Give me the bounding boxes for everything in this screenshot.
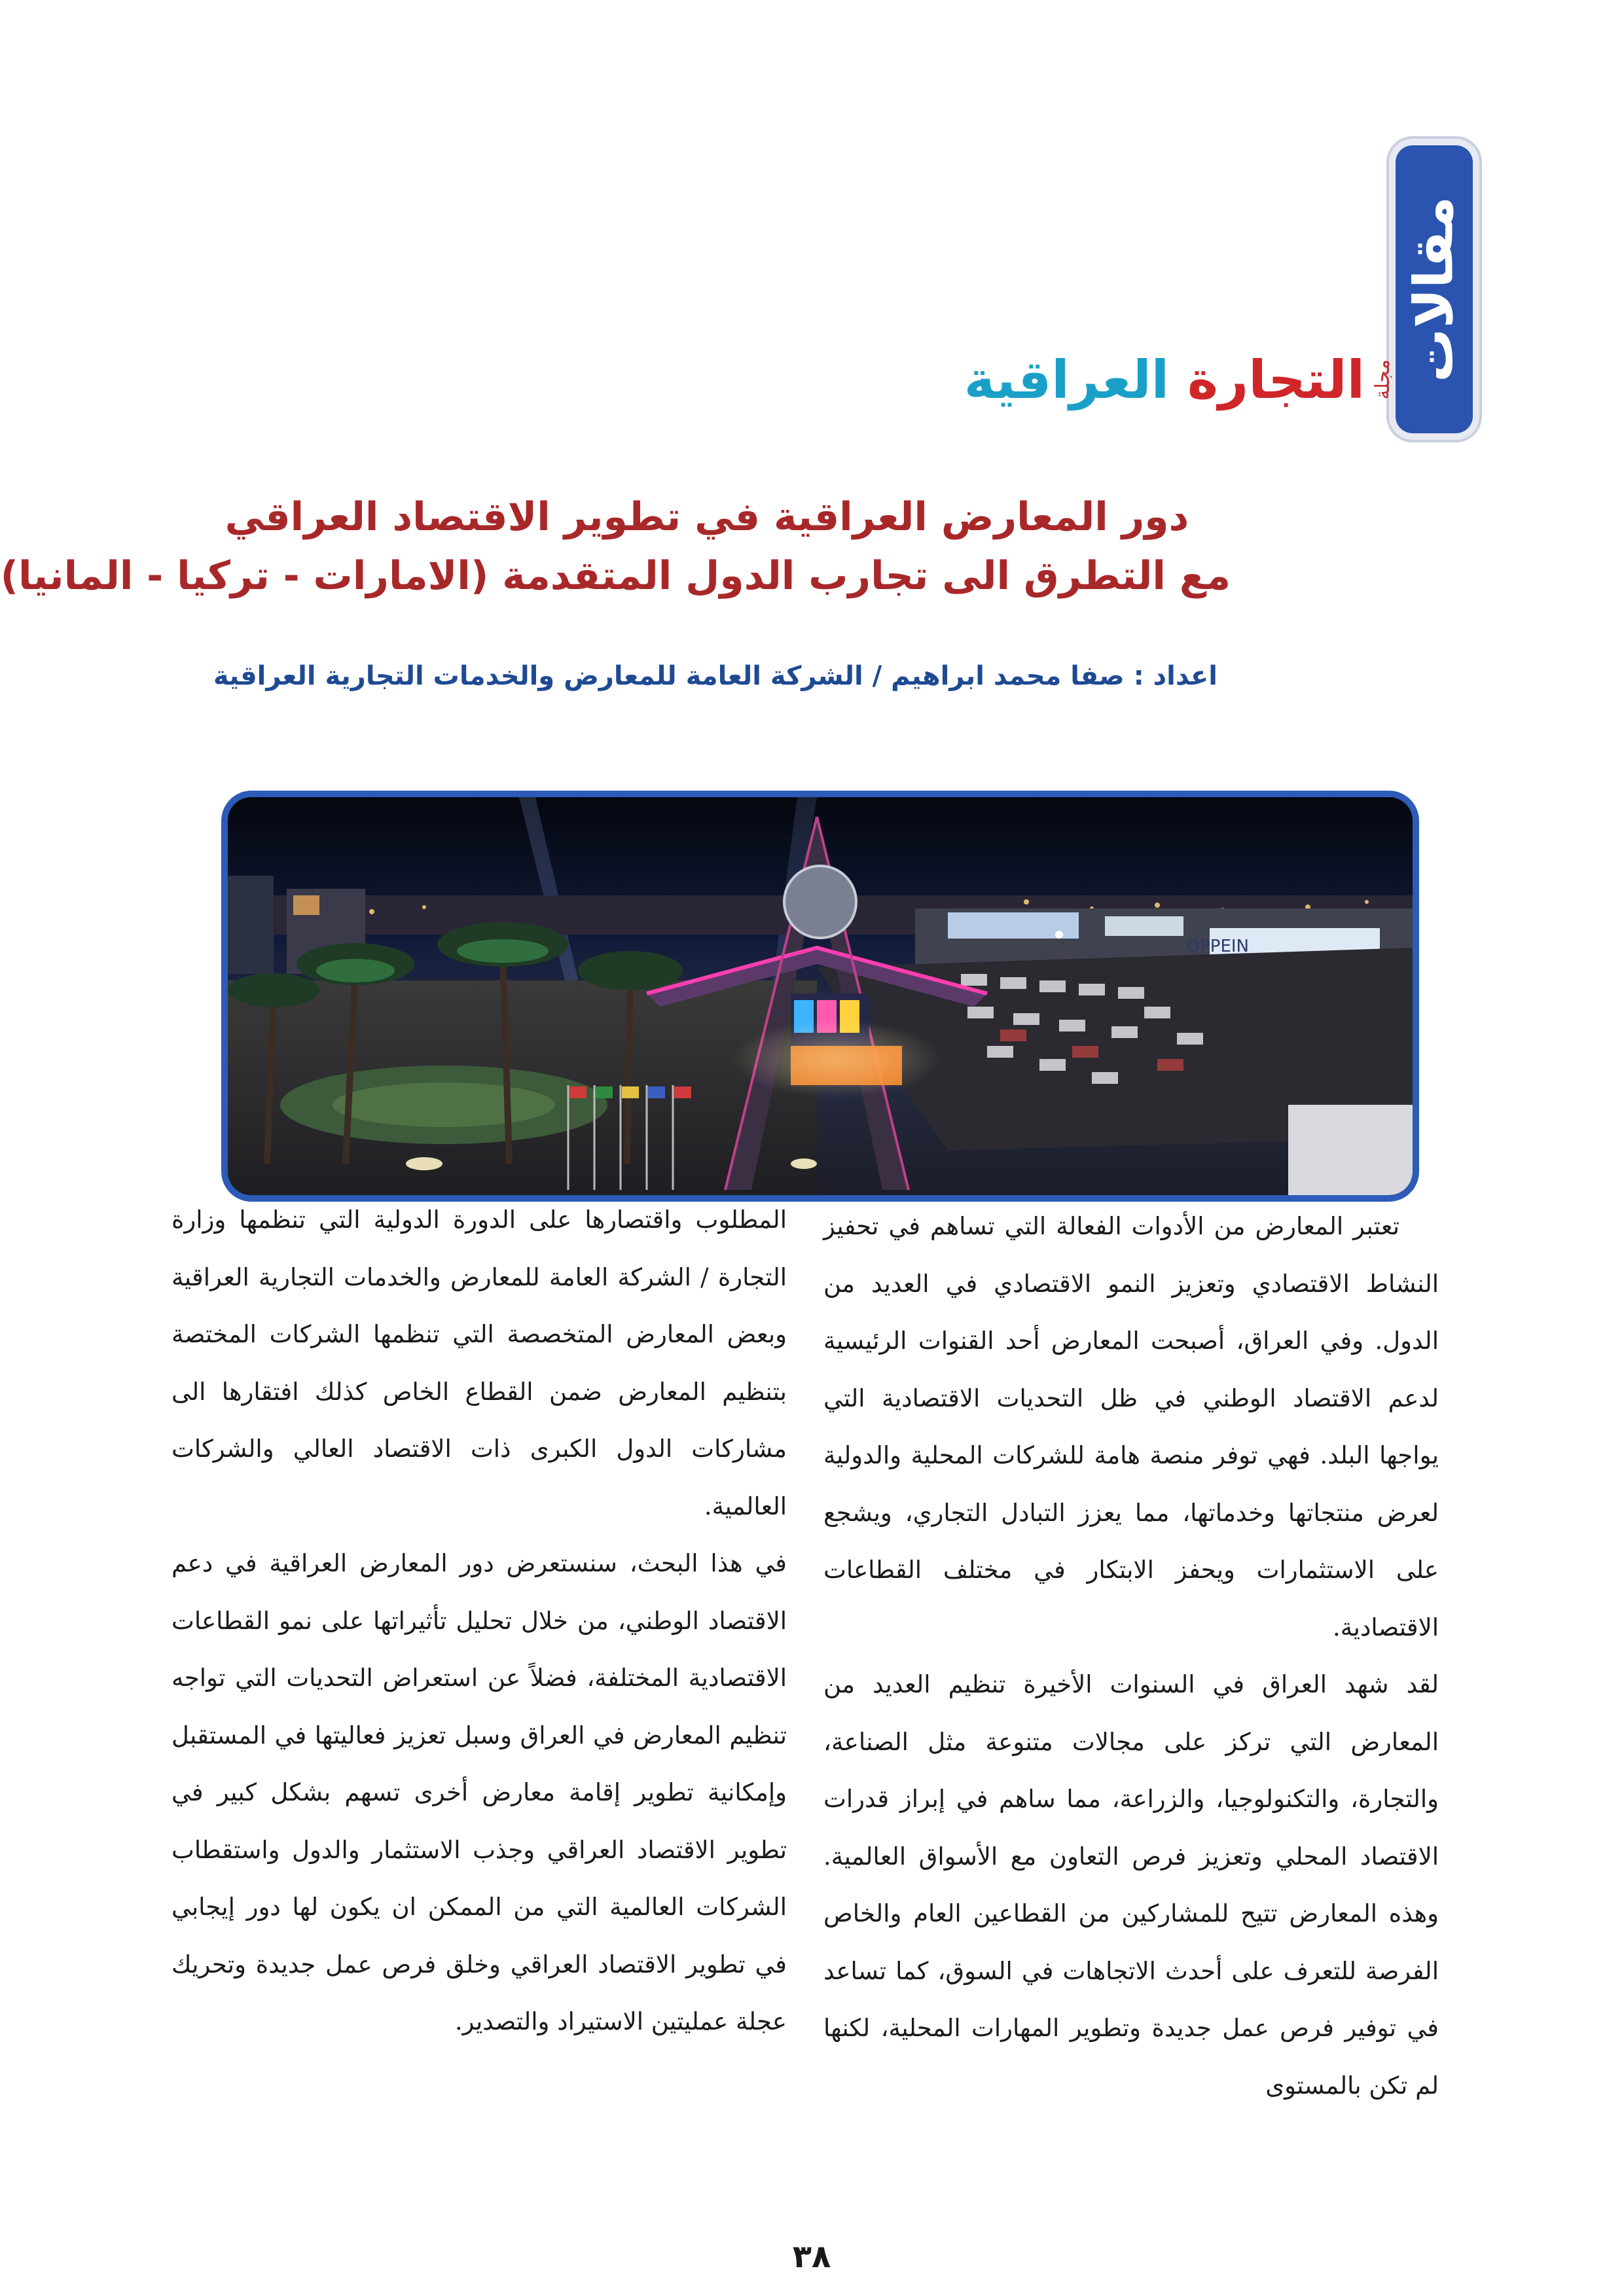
photo-sign-text-1: OPPEIN (1186, 937, 1249, 956)
article-title-line-1: دور المعارض العراقية في تطوير الاقتصاد العراقي (225, 494, 1189, 540)
paragraph: لقد شهد العراق في السنوات الأخيرة تنظيم العديد من المعارض التي تركز على مجالات متنوعة مثل الصناعة، والتجارة، والتكنولوجيا، والزراعة، مما ساهم في إبراز قدرات الاقتصاد المحلي وتعزيز فرص التعاون مع الأسواق العالمية. وهذه المعارض تتيح للمشاركين من القطاعين العام والخاص الفرصة للتعرف على أحدث الاتجاهات في السوق، كما تساعد في توفير فرص عمل جديدة وتطوير المهارات المحلية، لكنها لم تكن بالمستوى (823, 1670, 1439, 2100)
exhibition-night-photo (221, 791, 1419, 1202)
section-tab (1396, 145, 1473, 433)
body-column-left (171, 1191, 787, 2051)
section-tab-label: مقالات (1403, 196, 1466, 383)
logo-prefix: مجلة (1371, 359, 1394, 400)
article-title-line-2: مع التطرق الى تجارب الدول المتقدمة (الامارات - تركيا - المانيا) (0, 553, 1231, 599)
logo-word-1: التجارة (1187, 349, 1365, 410)
photo-illustration (228, 797, 1413, 1195)
paragraph: تعتبر المعارض من الأدوات الفعالة التي تساهم في تحفيز النشاط الاقتصادي وتعزيز النمو الاقتصادي في العديد من الدول. وفي العراق، أصبحت المعارض أحد القنوات الرئيسية لدعم الاقتصاد الوطني في ظل التحديات الاقتصادية التي يواجها البلد. فهي توفر منصة هامة للشركات المحلية والدولية لعرض منتجاتها وخدماتها، مما يعزز التبادل التجاري، ويشجع على الاستثمارات ويحفز الابتكار في مختلف القطاعات الاقتصادية. (823, 1212, 1439, 1641)
logo-word-2: العراقية (964, 349, 1170, 410)
magazine-logo (964, 340, 1394, 419)
article-author: اعداد : صفا محمد ابراهيم / الشركة العامة للمعارض والخدمات التجارية العراقية (213, 661, 1218, 691)
body-column-right (823, 1198, 1439, 2114)
page-number: ٣٨ (792, 2238, 831, 2275)
paragraph: في هذا البحث، سنستعرض دور المعارض العراقية في دعم الاقتصاد الوطني، من خلال تحليل تأثيراتها على نمو القطاعات الاقتصادية المختلفة، فضلاً عن استعراض التحديات التي تواجه تنظيم المعارض في العراق وسبل تعزيز فعاليتها في المستقبل وإمكانية تطوير إقامة معارض أخرى تسهم بشكل كبير في تطوير الاقتصاد العراقي وجذب الاستثمار والدول واستقطاب الشركات العالمية التي من الممكن ان يكون لها دور إيجابي في تطوير الاقتصاد العراقي وخلق فرص عمل جديدة وتحريك عجلة عمليتين الاستيراد والتصدير. (171, 1549, 787, 2036)
paragraph: المطلوب واقتصارها على الدورة الدولية التي تنظمها وزارة التجارة / الشركة العامة للمعارض والخدمات التجارية العراقية وبعض المعارض المتخصصة التي تنظمها الشركات المختصة بتنظيم المعارض ضمن القطاع الخاص كذلك افتقارها الى مشاركات الدول الكبرى ذات الاقتصاد العالي والشركات العالمية. (171, 1206, 787, 1520)
logo-title (964, 350, 1365, 410)
